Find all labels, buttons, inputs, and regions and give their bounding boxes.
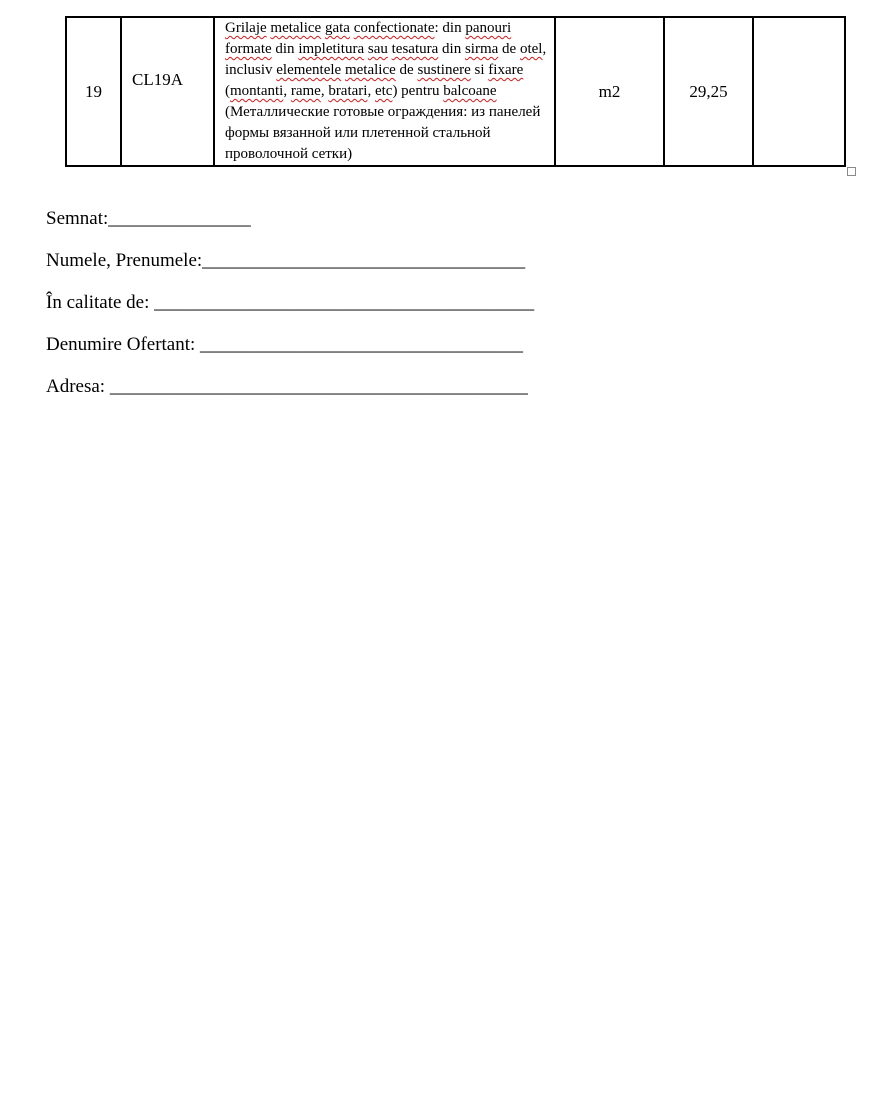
description-segment: , <box>320 83 329 99</box>
quantity-cell: 29,25 <box>664 17 753 166</box>
signed-line: Semnat:_______________ <box>46 208 251 229</box>
description-segment: de <box>498 41 520 57</box>
description-segment: : din <box>434 20 466 36</box>
misspelled-word: metalice <box>270 20 322 36</box>
item-code-cell: CL19A <box>121 17 214 166</box>
misspelled-word: elementele <box>276 62 342 78</box>
misspelled-word: Grilaje <box>225 20 267 36</box>
items-table <box>65 16 846 167</box>
description-segment: , inclusiv <box>225 41 547 78</box>
misspelled-word: formate <box>225 41 272 57</box>
misspelled-word: rame <box>290 83 321 99</box>
misspelled-word: sirma <box>464 41 499 57</box>
misspelled-word: metalice <box>344 62 396 78</box>
misspelled-word: sustinere <box>417 62 471 78</box>
misspelled-word: sau <box>367 41 388 57</box>
misspelled-word: montanti <box>230 83 284 99</box>
bidder-line: Denumire Ofertant: __________________________________ <box>46 334 524 355</box>
description-text <box>225 18 548 165</box>
misspelled-word: confectionate <box>353 20 435 36</box>
description-segment: din <box>271 41 299 57</box>
capacity-line: În calitate de: ________________________________________ <box>46 292 535 313</box>
description-segment: de <box>395 62 418 78</box>
misspelled-word: otel <box>519 41 543 57</box>
address-line: Adresa: ____________________________________________ <box>46 376 528 397</box>
description-segment: (Металлические готовые ограждения: из панелей формы вязанной или плетенной стальной проволочной сетки) <box>225 104 541 162</box>
description-segment: , <box>367 83 375 99</box>
misspelled-word: bratari <box>328 83 368 99</box>
description-segment: din <box>438 41 465 57</box>
misspelled-word: fixare <box>488 62 524 78</box>
table-resize-handle[interactable] <box>847 167 856 176</box>
misspelled-word: etc <box>374 83 393 99</box>
table-row <box>66 17 845 166</box>
description-cell <box>214 17 555 166</box>
description-segment: ( <box>225 83 230 99</box>
description-segment: si <box>470 62 489 78</box>
misspelled-word: impletitura <box>298 41 365 57</box>
row-number-cell: 19 <box>66 17 121 166</box>
misspelled-word: gata <box>324 20 350 36</box>
misspelled-word: tesatura <box>391 41 439 57</box>
misspelled-word: panouri <box>465 20 512 36</box>
misspelled-word: balcoane <box>443 83 497 99</box>
price-cell <box>753 17 845 166</box>
description-segment: ) pentru <box>392 83 444 99</box>
name-line: Numele, Prenumele:__________________________________ <box>46 250 526 271</box>
unit-cell: m2 <box>555 17 664 166</box>
description-segment: , <box>283 83 291 99</box>
